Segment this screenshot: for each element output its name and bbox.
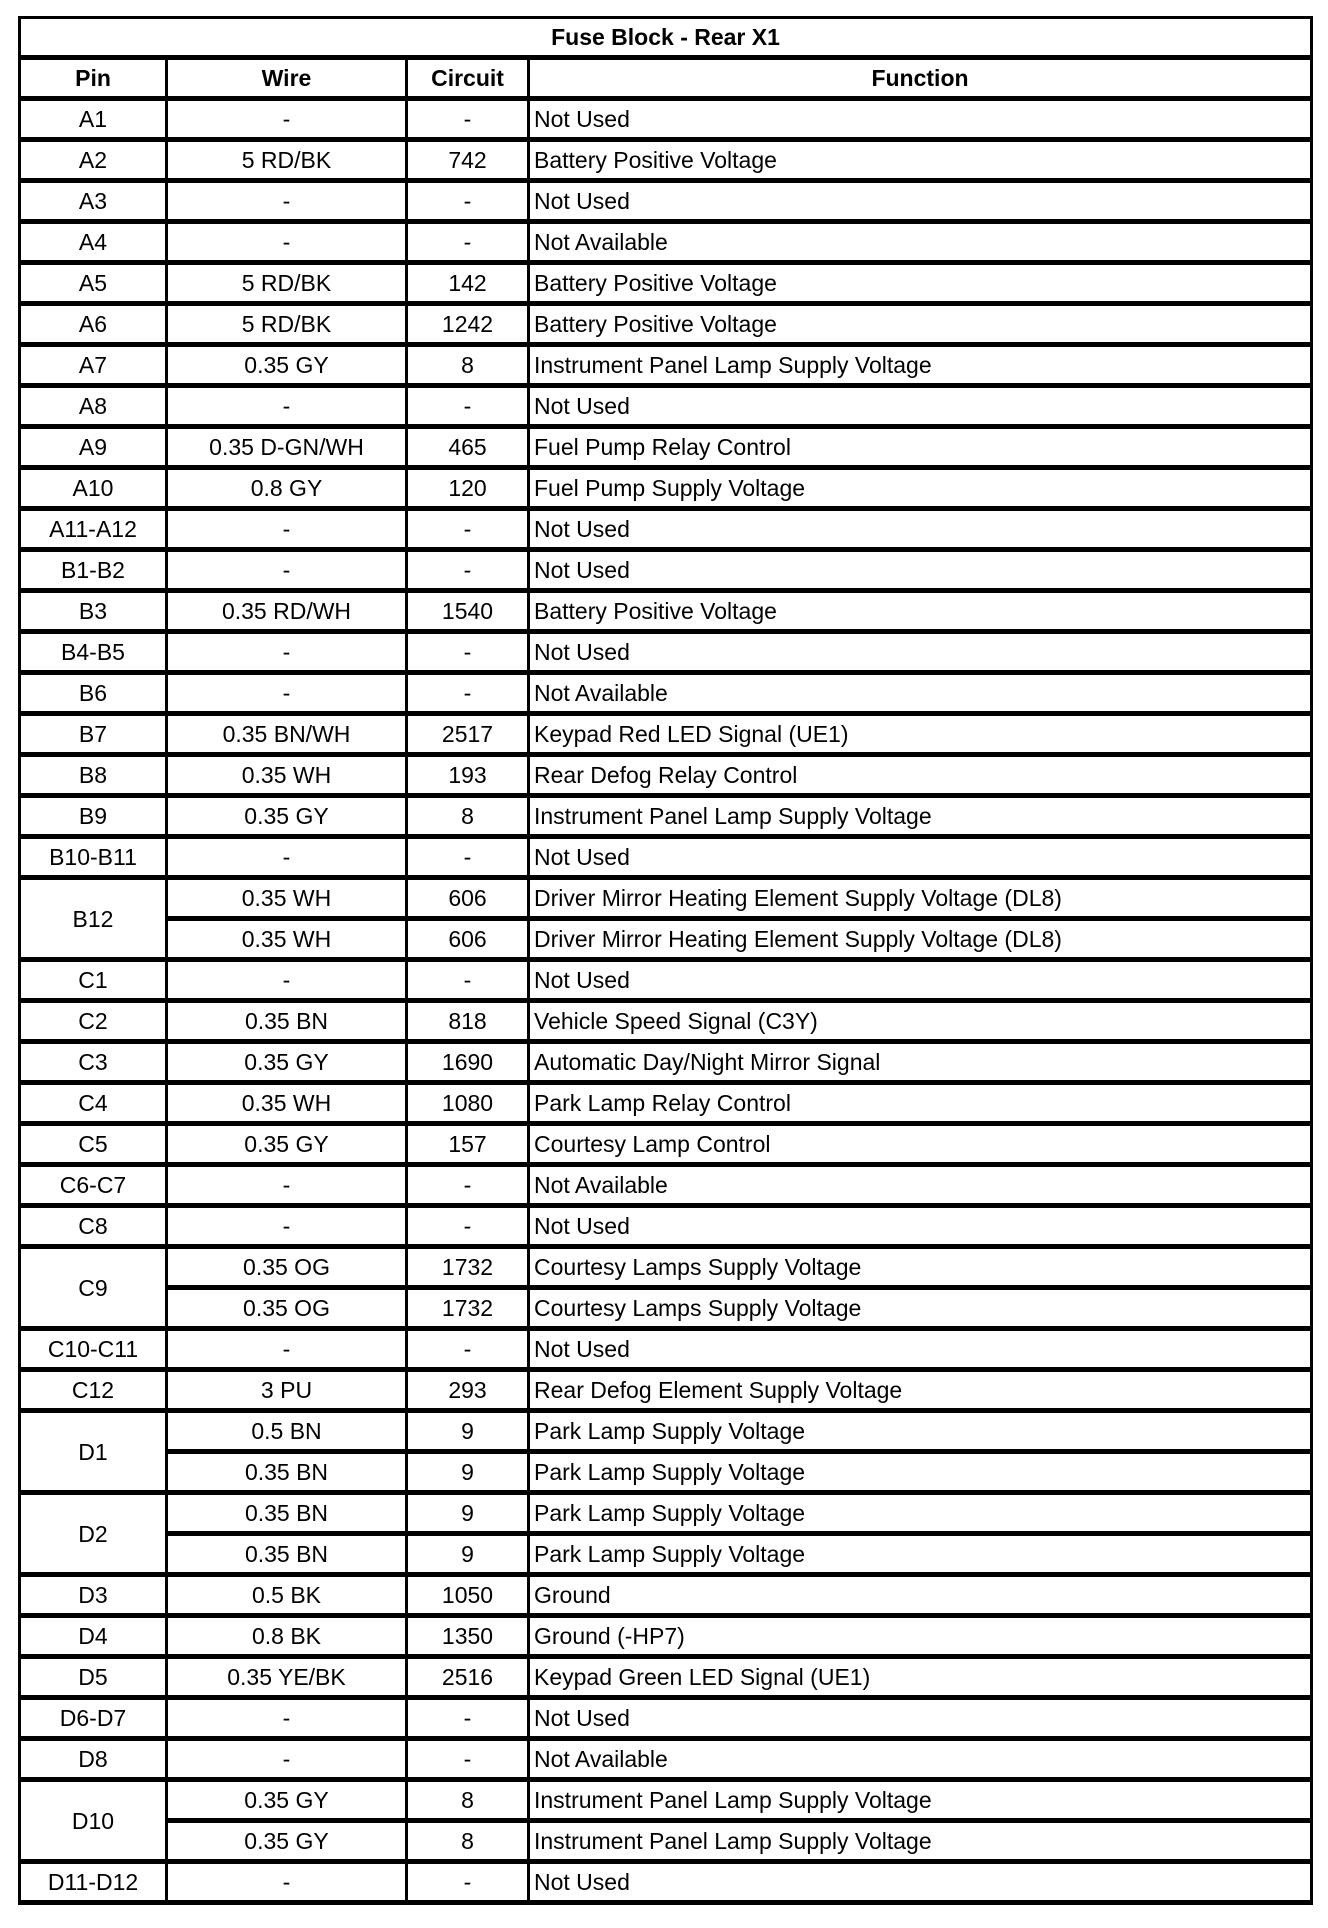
- pin-cell: A2: [21, 142, 168, 183]
- function-cell: Driver Mirror Heating Element Supply Voltage (DL8): [530, 880, 1313, 921]
- pin-cell: D10: [21, 1782, 168, 1864]
- function-cell: Rear Defog Relay Control: [530, 757, 1313, 798]
- pin-cell: A1: [21, 101, 168, 142]
- pin-cell: A7: [21, 347, 168, 388]
- wire-cell: -: [168, 183, 408, 224]
- wire-cell: 0.35 WH: [168, 880, 408, 921]
- table-row: [21, 1085, 1313, 1126]
- table-row: [21, 1126, 1313, 1167]
- wire-cell: 0.35 BN: [168, 1003, 408, 1044]
- pin-cell: C4: [21, 1085, 168, 1126]
- wire-cell: 0.5 BK: [168, 1577, 408, 1618]
- function-cell: Not Used: [530, 511, 1313, 552]
- function-cell: Battery Positive Voltage: [530, 142, 1313, 183]
- function-cell: Not Used: [530, 101, 1313, 142]
- pin-cell: D6-D7: [21, 1700, 168, 1741]
- function-cell: Not Used: [530, 839, 1313, 880]
- table-row: [21, 880, 1313, 921]
- circuit-cell: 1540: [408, 593, 530, 634]
- wire-cell: -: [168, 101, 408, 142]
- wire-cell: 0.35 OG: [168, 1290, 408, 1331]
- table-row: [21, 1495, 1313, 1536]
- pin-column-header: Pin: [21, 60, 168, 101]
- pin-cell: C12: [21, 1372, 168, 1413]
- wire-cell: 0.35 BN/WH: [168, 716, 408, 757]
- pin-cell: C6-C7: [21, 1167, 168, 1208]
- circuit-cell: -: [408, 224, 530, 265]
- pin-cell: C9: [21, 1249, 168, 1331]
- table-row: [21, 757, 1313, 798]
- pin-cell: C8: [21, 1208, 168, 1249]
- function-cell: Keypad Red LED Signal (UE1): [530, 716, 1313, 757]
- wire-cell: 0.8 GY: [168, 470, 408, 511]
- function-cell: Park Lamp Supply Voltage: [530, 1536, 1313, 1577]
- function-cell: Park Lamp Supply Voltage: [530, 1413, 1313, 1454]
- wire-cell: 0.35 GY: [168, 347, 408, 388]
- table-row: [21, 101, 1313, 142]
- wire-cell: -: [168, 634, 408, 675]
- circuit-cell: 120: [408, 470, 530, 511]
- wire-cell: -: [168, 224, 408, 265]
- wire-cell: -: [168, 1208, 408, 1249]
- wire-cell: 0.35 WH: [168, 921, 408, 962]
- function-cell: Fuel Pump Relay Control: [530, 429, 1313, 470]
- wire-cell: 0.35 GY: [168, 1823, 408, 1864]
- pin-cell: A11-A12: [21, 511, 168, 552]
- circuit-cell: -: [408, 183, 530, 224]
- function-cell: Not Used: [530, 1700, 1313, 1741]
- function-cell: Driver Mirror Heating Element Supply Voltage (DL8): [530, 921, 1313, 962]
- function-cell: Not Available: [530, 1167, 1313, 1208]
- function-cell: Not Available: [530, 675, 1313, 716]
- table-title-row: [21, 19, 1313, 60]
- circuit-cell: 1350: [408, 1618, 530, 1659]
- circuit-cell: -: [408, 675, 530, 716]
- table-row: [21, 1700, 1313, 1741]
- wire-cell: 0.35 RD/WH: [168, 593, 408, 634]
- table-row: [21, 839, 1313, 880]
- wire-cell: 3 PU: [168, 1372, 408, 1413]
- function-cell: Not Used: [530, 1208, 1313, 1249]
- wire-cell: -: [168, 1331, 408, 1372]
- table-row: [21, 306, 1313, 347]
- wire-cell: 0.35 WH: [168, 757, 408, 798]
- function-cell: Vehicle Speed Signal (C3Y): [530, 1003, 1313, 1044]
- pin-cell: D11-D12: [21, 1864, 168, 1905]
- function-cell: Courtesy Lamp Control: [530, 1126, 1313, 1167]
- wire-cell: -: [168, 675, 408, 716]
- wire-cell: 0.35 GY: [168, 798, 408, 839]
- circuit-cell: 1690: [408, 1044, 530, 1085]
- function-cell: Not Used: [530, 552, 1313, 593]
- table-row: [21, 1454, 1313, 1495]
- table-row: [21, 675, 1313, 716]
- table-row: [21, 716, 1313, 757]
- circuit-cell: 1080: [408, 1085, 530, 1126]
- pin-cell: D5: [21, 1659, 168, 1700]
- pin-cell: B9: [21, 798, 168, 839]
- table-row: [21, 511, 1313, 552]
- circuit-cell: -: [408, 1208, 530, 1249]
- wire-cell: 0.8 BK: [168, 1618, 408, 1659]
- pin-cell: C3: [21, 1044, 168, 1085]
- fuse-block-table: [18, 16, 1313, 1905]
- pin-cell: B8: [21, 757, 168, 798]
- function-cell: Not Used: [530, 388, 1313, 429]
- function-column-header: Function: [530, 60, 1313, 101]
- function-cell: Ground (-HP7): [530, 1618, 1313, 1659]
- circuit-cell: 293: [408, 1372, 530, 1413]
- pin-cell: D8: [21, 1741, 168, 1782]
- function-cell: Courtesy Lamps Supply Voltage: [530, 1249, 1313, 1290]
- table-row: [21, 470, 1313, 511]
- wire-cell: 0.35 BN: [168, 1536, 408, 1577]
- table-row: [21, 921, 1313, 962]
- pin-cell: C5: [21, 1126, 168, 1167]
- table-row: [21, 1208, 1313, 1249]
- circuit-cell: 8: [408, 1782, 530, 1823]
- pin-cell: A10: [21, 470, 168, 511]
- circuit-cell: 465: [408, 429, 530, 470]
- function-cell: Not Available: [530, 1741, 1313, 1782]
- table-row: [21, 429, 1313, 470]
- function-cell: Not Used: [530, 1864, 1313, 1905]
- function-cell: Instrument Panel Lamp Supply Voltage: [530, 1782, 1313, 1823]
- function-cell: Park Lamp Supply Voltage: [530, 1495, 1313, 1536]
- wire-cell: -: [168, 839, 408, 880]
- circuit-cell: -: [408, 1741, 530, 1782]
- wire-cell: 0.5 BN: [168, 1413, 408, 1454]
- circuit-cell: 2517: [408, 716, 530, 757]
- function-cell: Keypad Green LED Signal (UE1): [530, 1659, 1313, 1700]
- wire-cell: 0.35 GY: [168, 1126, 408, 1167]
- pin-cell: C1: [21, 962, 168, 1003]
- circuit-cell: 8: [408, 347, 530, 388]
- wire-cell: 0.35 BN: [168, 1495, 408, 1536]
- table-row: [21, 1249, 1313, 1290]
- wire-cell: 0.35 BN: [168, 1454, 408, 1495]
- circuit-cell: 9: [408, 1536, 530, 1577]
- function-cell: Park Lamp Relay Control: [530, 1085, 1313, 1126]
- pin-cell: A4: [21, 224, 168, 265]
- circuit-cell: 9: [408, 1413, 530, 1454]
- table-row: [21, 388, 1313, 429]
- function-cell: Instrument Panel Lamp Supply Voltage: [530, 347, 1313, 388]
- pin-cell: D2: [21, 1495, 168, 1577]
- wire-cell: 0.35 WH: [168, 1085, 408, 1126]
- table-header-row: [21, 60, 1313, 101]
- wire-cell: -: [168, 962, 408, 1003]
- circuit-cell: 606: [408, 921, 530, 962]
- circuit-cell: -: [408, 1167, 530, 1208]
- pin-cell: A6: [21, 306, 168, 347]
- circuit-cell: 9: [408, 1454, 530, 1495]
- pin-cell: D1: [21, 1413, 168, 1495]
- circuit-cell: 818: [408, 1003, 530, 1044]
- table-row: [21, 1823, 1313, 1864]
- table-row: [21, 1659, 1313, 1700]
- table-row: [21, 1741, 1313, 1782]
- pin-cell: B1-B2: [21, 552, 168, 593]
- table-row: [21, 1044, 1313, 1085]
- circuit-column-header: Circuit: [408, 60, 530, 101]
- circuit-cell: -: [408, 839, 530, 880]
- wire-cell: 5 RD/BK: [168, 265, 408, 306]
- pin-cell: A3: [21, 183, 168, 224]
- circuit-cell: 1732: [408, 1290, 530, 1331]
- function-cell: Not Used: [530, 634, 1313, 675]
- function-cell: Park Lamp Supply Voltage: [530, 1454, 1313, 1495]
- function-cell: Fuel Pump Supply Voltage: [530, 470, 1313, 511]
- function-cell: Not Used: [530, 962, 1313, 1003]
- circuit-cell: 606: [408, 880, 530, 921]
- wire-cell: -: [168, 1864, 408, 1905]
- circuit-cell: 8: [408, 1823, 530, 1864]
- circuit-cell: 742: [408, 142, 530, 183]
- circuit-cell: -: [408, 1331, 530, 1372]
- pin-cell: B4-B5: [21, 634, 168, 675]
- wire-cell: -: [168, 552, 408, 593]
- circuit-cell: -: [408, 1700, 530, 1741]
- table-row: [21, 142, 1313, 183]
- pin-cell: D3: [21, 1577, 168, 1618]
- wire-cell: -: [168, 388, 408, 429]
- table-row: [21, 1536, 1313, 1577]
- circuit-cell: -: [408, 962, 530, 1003]
- circuit-cell: -: [408, 552, 530, 593]
- wire-cell: -: [168, 511, 408, 552]
- function-cell: Battery Positive Voltage: [530, 306, 1313, 347]
- table-row: [21, 634, 1313, 675]
- circuit-cell: -: [408, 634, 530, 675]
- circuit-cell: 142: [408, 265, 530, 306]
- table-row: [21, 593, 1313, 634]
- table-row: [21, 1577, 1313, 1618]
- pin-cell: D4: [21, 1618, 168, 1659]
- pin-cell: B3: [21, 593, 168, 634]
- circuit-cell: 8: [408, 798, 530, 839]
- wire-cell: 0.35 D-GN/WH: [168, 429, 408, 470]
- wire-cell: 0.35 YE/BK: [168, 1659, 408, 1700]
- pin-cell: C10-C11: [21, 1331, 168, 1372]
- pin-cell: A8: [21, 388, 168, 429]
- circuit-cell: 1732: [408, 1249, 530, 1290]
- table-row: [21, 1864, 1313, 1905]
- table-row: [21, 224, 1313, 265]
- wire-cell: 0.35 GY: [168, 1044, 408, 1085]
- function-cell: Courtesy Lamps Supply Voltage: [530, 1290, 1313, 1331]
- wire-cell: -: [168, 1167, 408, 1208]
- wire-cell: 5 RD/BK: [168, 142, 408, 183]
- table-body: [21, 101, 1313, 1905]
- function-cell: Not Used: [530, 183, 1313, 224]
- table-row: [21, 1167, 1313, 1208]
- circuit-cell: -: [408, 511, 530, 552]
- pin-cell: B6: [21, 675, 168, 716]
- table-row: [21, 183, 1313, 224]
- function-cell: Automatic Day/Night Mirror Signal: [530, 1044, 1313, 1085]
- function-cell: Battery Positive Voltage: [530, 593, 1313, 634]
- table-row: [21, 798, 1313, 839]
- circuit-cell: -: [408, 388, 530, 429]
- wire-cell: 0.35 GY: [168, 1782, 408, 1823]
- circuit-cell: 1242: [408, 306, 530, 347]
- pin-cell: B10-B11: [21, 839, 168, 880]
- pin-cell: A9: [21, 429, 168, 470]
- pin-cell: A5: [21, 265, 168, 306]
- circuit-cell: 157: [408, 1126, 530, 1167]
- circuit-cell: 9: [408, 1495, 530, 1536]
- wire-cell: -: [168, 1700, 408, 1741]
- pin-cell: B7: [21, 716, 168, 757]
- pin-cell: C2: [21, 1003, 168, 1044]
- table-row: [21, 1618, 1313, 1659]
- table-row: [21, 1331, 1313, 1372]
- circuit-cell: -: [408, 1864, 530, 1905]
- function-cell: Battery Positive Voltage: [530, 265, 1313, 306]
- table-row: [21, 1003, 1313, 1044]
- table-row: [21, 1372, 1313, 1413]
- function-cell: Instrument Panel Lamp Supply Voltage: [530, 1823, 1313, 1864]
- wire-cell: -: [168, 1741, 408, 1782]
- table-row: [21, 265, 1313, 306]
- wire-column-header: Wire: [168, 60, 408, 101]
- wire-cell: 5 RD/BK: [168, 306, 408, 347]
- pin-cell: B12: [21, 880, 168, 962]
- circuit-cell: 2516: [408, 1659, 530, 1700]
- circuit-cell: 1050: [408, 1577, 530, 1618]
- function-cell: Rear Defog Element Supply Voltage: [530, 1372, 1313, 1413]
- wire-cell: 0.35 OG: [168, 1249, 408, 1290]
- table-title: Fuse Block - Rear X1: [21, 19, 1313, 60]
- table-row: [21, 552, 1313, 593]
- function-cell: Instrument Panel Lamp Supply Voltage: [530, 798, 1313, 839]
- table-row: [21, 1290, 1313, 1331]
- table-row: [21, 1782, 1313, 1823]
- function-cell: Not Available: [530, 224, 1313, 265]
- circuit-cell: 193: [408, 757, 530, 798]
- table-row: [21, 962, 1313, 1003]
- function-cell: Not Used: [530, 1331, 1313, 1372]
- table-row: [21, 1413, 1313, 1454]
- function-cell: Ground: [530, 1577, 1313, 1618]
- table-row: [21, 347, 1313, 388]
- circuit-cell: -: [408, 101, 530, 142]
